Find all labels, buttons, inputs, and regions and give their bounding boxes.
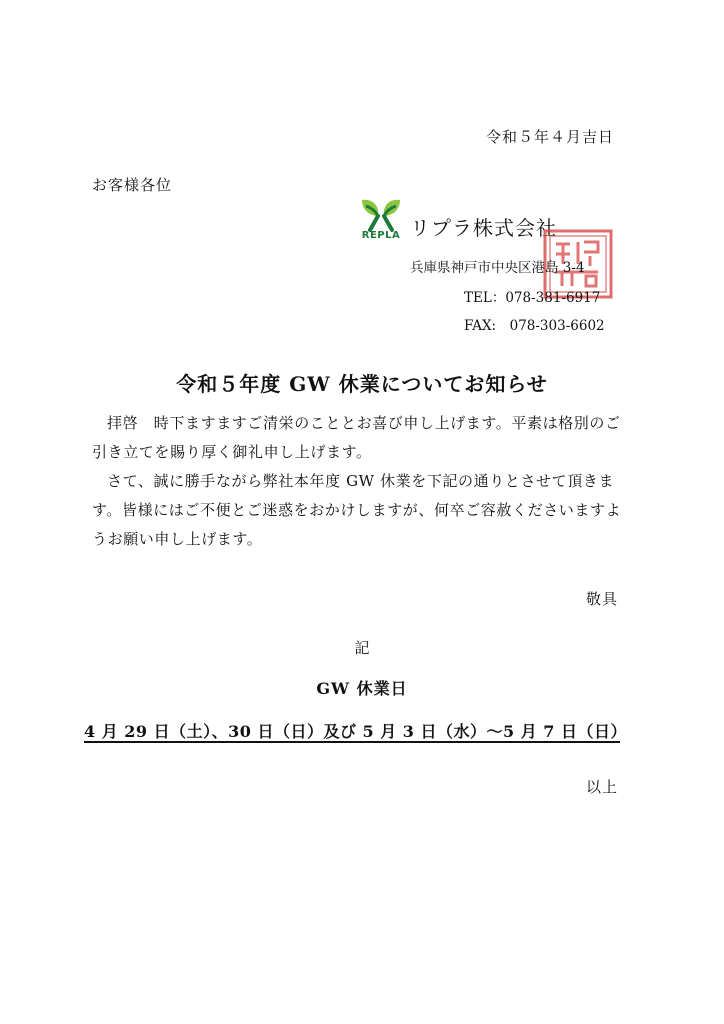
company-fax: FAX: 078-303-6602 [464, 318, 605, 334]
repla-logo [356, 196, 406, 244]
logo-text: REPLA [361, 230, 401, 241]
notice-title: 令和５年度 GW 休業についてお知らせ [176, 372, 548, 396]
holiday-dates: 4 月 29 日（土）、30 日（日）及び 5 月 3 日（水）～5 月 7 日（日） [84, 722, 627, 741]
holiday-label: GW 休業日 [316, 679, 408, 698]
ki-heading: 記 [354, 639, 370, 657]
document-date: 令和５年４月吉日 [485, 128, 614, 146]
recipient: お客様各位 [92, 176, 173, 194]
body-paragraph-2: さて、誠に勝手ながら弊社本年度 GW 休業を下記の通りとさせて頂きます。皆様にはご不便とご迷惑をおかけしますが、何卒ご容赦くださいますようお願い申し上げます。 [92, 472, 622, 548]
holiday-underline [84, 741, 620, 743]
end-ijo: 以上 [585, 778, 618, 796]
repla-leaf-icon [356, 196, 406, 232]
notice-body [92, 409, 632, 554]
company-name: リプラ株式会社 [410, 216, 557, 240]
company-tel: TEL：078-381-6917 [464, 290, 601, 306]
company-address: 兵庫県神戸市中央区港島 3-4 [410, 260, 585, 276]
closing-keigu: 敬具 [585, 590, 618, 608]
body-paragraph-1: 拝啓 時下ますますご清栄のこととお喜び申し上げます。平素は格別のご引き立てを賜り厚く御礼申し上げます。 [92, 414, 621, 461]
